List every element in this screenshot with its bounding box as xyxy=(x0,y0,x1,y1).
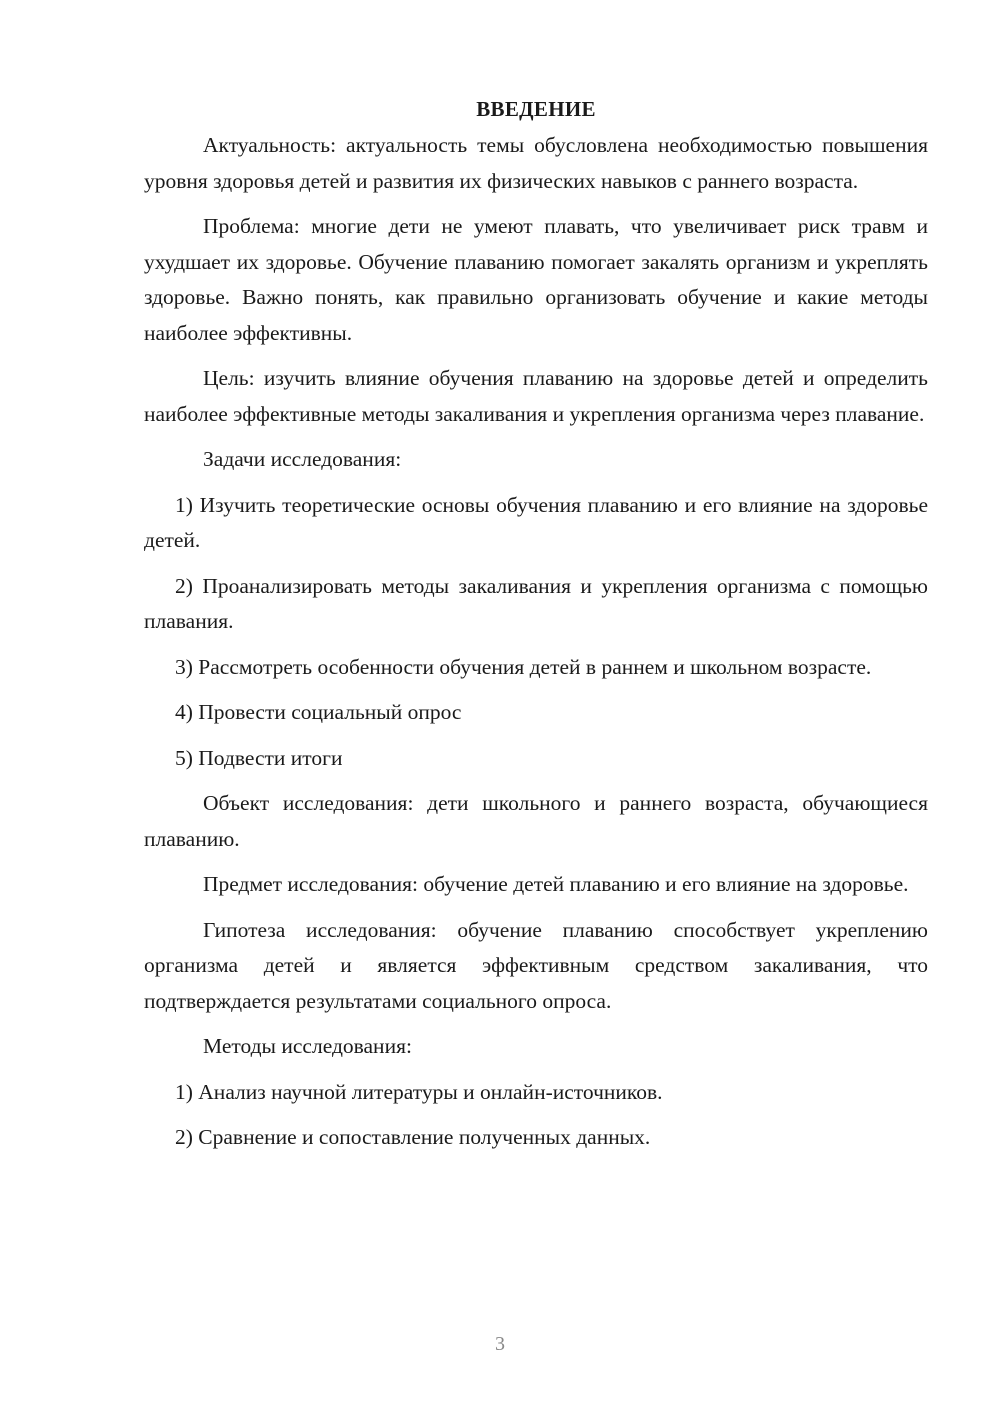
object-paragraph: Объект исследования: дети школьного и раннего возраста, обучающиеся плаванию. xyxy=(144,791,928,851)
task-item-5: 5) Подвести итоги xyxy=(175,745,343,770)
subject-paragraph: Предмет исследования: обучение детей плаванию и его влияние на здоровье. xyxy=(203,872,909,896)
methods-heading: Методы исследования: xyxy=(203,1034,412,1058)
document-page xyxy=(144,94,928,1166)
tasks-heading: Задачи исследования: xyxy=(203,447,402,471)
goal-paragraph: Цель: изучить влияние обучения плаванию на здоровье детей и определить наиболее эффективные методы закаливания и укрепления организма через плавание. xyxy=(144,366,928,426)
page-number: 3 xyxy=(495,1333,505,1355)
method-item-2: 2) Сравнение и сопоставление полученных данных. xyxy=(175,1125,651,1149)
method-item-1: 1) Анализ научной литературы и онлайн-источников. xyxy=(175,1079,663,1104)
relevance-paragraph: Актуальность: актуальность темы обусловлена необходимостью повышения уровня здоровья детей и развития их физических навыков с раннего возраста. xyxy=(144,133,928,193)
task-item-1: 1) Изучить теоретические основы обучения плаванию и его влияние на здоровье детей. xyxy=(144,492,928,552)
task-item-3: 3) Рассмотреть особенности обучения детей в раннем и школьном возрасте. xyxy=(175,654,872,679)
task-item-2: 2) Проанализировать методы закаливания и укрепления организма с помощью плавания. xyxy=(144,573,928,633)
problem-paragraph: Проблема: многие дети не умеют плавать, что увеличивает риск травм и ухудшает их здоровье. Обучение плаванию помогает закалять организм и укреплять здоровье. Важно понять, как правильно организовать обучение и какие методы наиболее эффективны. xyxy=(144,214,928,345)
task-item-4: 4) Провести социальный опрос xyxy=(175,700,462,724)
hypothesis-paragraph: Гипотеза исследования: обучение плаванию способствует укреплению организма детей и является эффективным средством закаливания, что подтверждается результатами социального опроса. xyxy=(144,917,928,1013)
page-title: ВВЕДЕНИЕ xyxy=(476,97,596,121)
